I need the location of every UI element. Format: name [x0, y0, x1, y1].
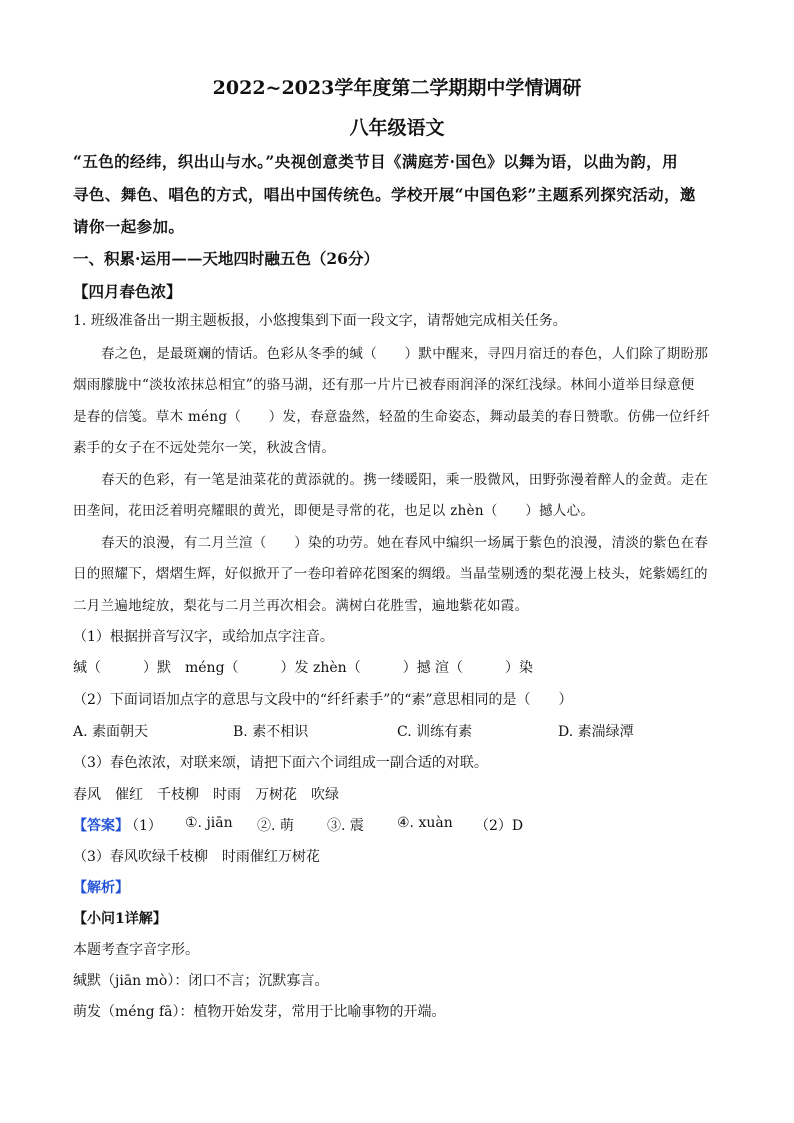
analysis-line: 萌发（méng fā）：植物开始发芽，常用于比喻事物的开端。	[73, 1004, 446, 1020]
option-b: B. 素不相识	[233, 724, 309, 740]
blank-item: méng（ ）发	[185, 660, 309, 676]
document-subtitle: 八年级语文	[349, 117, 445, 139]
passage-line: 春之色，是最斑斓的情话。色彩从冬季的缄（ ）默中醒来，寻四月宿迁的春色，人们除了期盼那	[101, 346, 709, 362]
answer-part-1: （1）	[125, 818, 162, 834]
answer-item: ③. 震	[327, 818, 364, 834]
passage-line: 素手的女子在不远处莞尔一笑，秋波含情。	[73, 440, 336, 456]
passage-line: 二月兰遍地绽放，梨花与二月兰再次相会。满树白花胜雪，遍地紫花如霞。	[73, 598, 529, 614]
passage-line: 日的照耀下，熠熠生辉，好似掀开了一卷印着碎花图案的绸缎。当晶莹剔透的梨花漫上枝头，姹紫嫣红的	[73, 566, 708, 582]
intro-line: 寻色、舞色、唱色的方式，唱出中国传统色。学校开展“中国色彩”主题系列探究活动，邀	[73, 185, 696, 204]
blank-item: zhèn（ ）撼	[313, 660, 431, 676]
answer-label: 【答案】	[73, 818, 129, 834]
question-1-1: （1）根据拼音写汉字，或给加点字注音。	[73, 629, 334, 645]
analysis-label: 【解析】	[73, 880, 129, 896]
answer-part-3: （3）春风吹绿千枝柳 时雨催红万树花	[73, 849, 320, 865]
question-1-2: （2）下面词语加点字的意思与文段中的“纤纤素手”的“素”意思相同的是（ ）	[73, 692, 573, 708]
word-list: 春风 催红 千枝柳 时雨 万树花 吹绿	[73, 787, 339, 803]
answer-row	[73, 815, 723, 835]
answer-item: ④. xuàn	[397, 815, 453, 831]
answer-part-2: （2）D	[475, 818, 524, 834]
question-1-stem: 1. 班级准备出一期主题板报，小悠搜集到下面一段文字，请帮她完成相关任务。	[73, 313, 567, 329]
option-d: D. 素湍绿潭	[558, 724, 634, 740]
passage-line: 烟雨朦胧中“淡妆浓抹总相宜”的骆马湖，还有那一片片已被春雨润泽的深红浅绿。林间小道举目绿意便	[73, 377, 695, 393]
passage-line: 春天的浪漫，有二月兰渲（ ）染的功劳。她在春风中编织一场属于紫色的浪漫，清淡的紫色在春	[101, 535, 709, 551]
option-c: C. 训练有素	[397, 724, 473, 740]
section-heading: 一、积累·运用——天地四时融五色（26分）	[73, 249, 379, 268]
passage-line: 田垄间，花田泛着明亮耀眼的黄光，即便是寻常的花，也足以 zhèn（ ）撼人心。	[73, 503, 595, 519]
document-title: 2022~2023学年度第二学期期中学情调研	[212, 77, 582, 99]
question-1-3: （3）春色浓浓，对联来颂，请把下面六个词组成一副合适的对联。	[73, 755, 488, 771]
blank-row	[73, 657, 723, 677]
answer-item: ①. jiān	[185, 815, 233, 831]
passage-line: 是春的信笺。草木 méng（ ）发，春意盎然，轻盈的生命姿态，舞动最美的春日赞歌。仿佛一位纤纤	[73, 409, 711, 425]
intro-line: 请你一起参加。	[73, 217, 185, 236]
analysis-line: 缄默（jiān mò）：闭口不言；沉默寡言。	[73, 973, 329, 989]
options-row	[73, 721, 723, 741]
option-a: A. 素面朝天	[73, 724, 149, 740]
subsection-heading: 【四月春色浓】	[73, 282, 182, 301]
answer-item: ②. 萌	[257, 818, 294, 834]
detail-label: 【小问1详解】	[73, 911, 167, 927]
analysis-line: 本题考查字音字形。	[73, 942, 199, 958]
blank-item: 渲（ ）染	[435, 660, 533, 676]
passage-line: 春天的色彩，有一笔是油菜花的黄添就的。携一缕暖阳，乘一股微风，田野弥漫着醉人的金黄。走在	[101, 472, 709, 488]
intro-line: “五色的经纬，织出山与水。”央视创意类节目《满庭芳·国色》以舞为语，以曲为韵，用	[73, 152, 678, 171]
blank-item: 缄（ ）默	[73, 660, 171, 676]
